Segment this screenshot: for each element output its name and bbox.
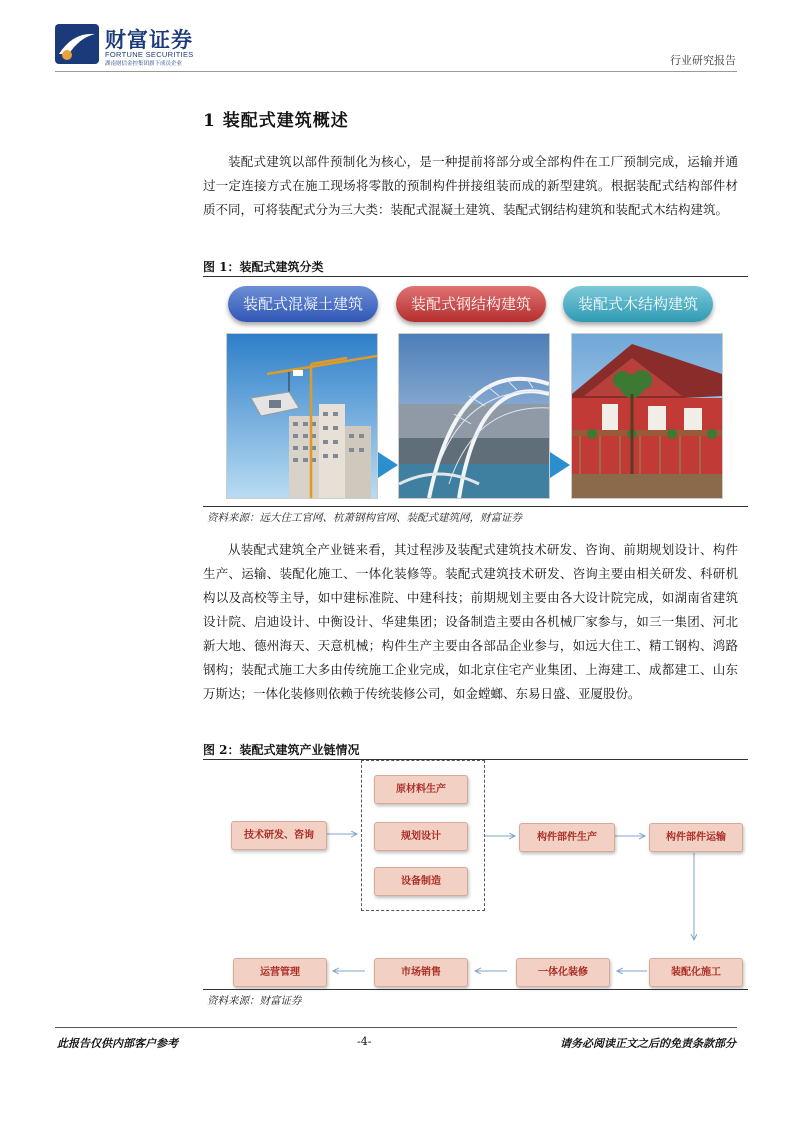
category-wood-label: 装配式木结构建筑 [563, 286, 713, 322]
node-operations-management: 运营管理 [233, 958, 327, 987]
logo-subtitle: 湖南财信金控集团旗下成员企业 [105, 61, 183, 67]
report-type: 行业研究报告 [670, 54, 736, 67]
node-component-production: 构件部件生产 [519, 823, 615, 852]
footer-divider [55, 1027, 737, 1028]
node-integrated-decoration: 一体化装修 [516, 958, 610, 987]
figure-1-source: 资料来源：远大住工官网、杭萧钢构官网、装配式建筑网，财富证券 [207, 512, 522, 524]
node-tech-consulting: 技术研发、咨询 [231, 821, 327, 850]
page-number: -4- [357, 1035, 372, 1048]
paragraph-text: 从装配式建筑全产业链来看，其过程涉及装配式建筑技术研发、咨询、前期规划设计、构件生产、运输、装配化施工、一体化装修等。装配式建筑技术研发、咨询主要由相关研发、科研机构以及高校等主导，如中建标准院、中建科技；前期规划主要由各大设计院完成，如湖南省建筑设计院、启迪设计、中衡设计、华建集团；设备制造主要由各机械厂家参与，如三一集团、河北新大地、德州海天、天意机械；构件生产主要由各部品企业参与，如远大住工、精工钢构、鸿路钢构；装配式施工大多由传统施工企业完成，如北京住宅产业集团、上海建工、成都建工、山东万斯达；一体化装修则依赖于传统装修公司，如金螳螂、东易日盛、亚厦股份。 [203, 542, 738, 701]
node-market-sales: 市场销售 [374, 958, 468, 987]
category-steel-label: 装配式钢结构建筑 [396, 286, 546, 322]
figure-1-title: 图 1：装配式建筑分类 [203, 260, 324, 274]
node-assembly-construction: 装配化施工 [649, 958, 743, 987]
logo-chinese-name: 财富证券 [105, 28, 193, 52]
node-component-transport: 构件部件运输 [649, 823, 743, 852]
logo-english-name: FORTUNE SECURITIES [105, 50, 194, 59]
node-raw-materials: 原材料生产 [374, 775, 468, 804]
paragraph-text: 装配式建筑以部件预制化为核心，是一种提前将部分或全部构件在工厂预制完成，运输并通过一定连接方式在施工现场将零散的预制构件拼接组装而成的新型建筑。根据装配式结构部件材质不同，可将装配式分为三大类：装配式混凝土建筑、装配式钢结构建筑和装配式木结构建筑。 [203, 154, 738, 217]
category-concrete-label: 装配式混凝土建筑 [228, 286, 378, 322]
figure-2-bottom-rule [203, 989, 748, 990]
node-equipment-manufacturing: 设备制造 [374, 867, 468, 896]
figure-2-source: 资料来源：财富证券 [207, 995, 302, 1007]
section-title: 1 装配式建筑概述 [203, 111, 349, 131]
footer-disclaimer-right: 请务必阅读正文之后的免责条款部分 [560, 1037, 736, 1050]
figure-2-title: 图 2：装配式建筑产业链情况 [203, 743, 360, 757]
node-planning-design: 规划设计 [374, 822, 468, 851]
footer-disclaimer-left: 此报告仅供内部客户参考 [57, 1037, 178, 1050]
